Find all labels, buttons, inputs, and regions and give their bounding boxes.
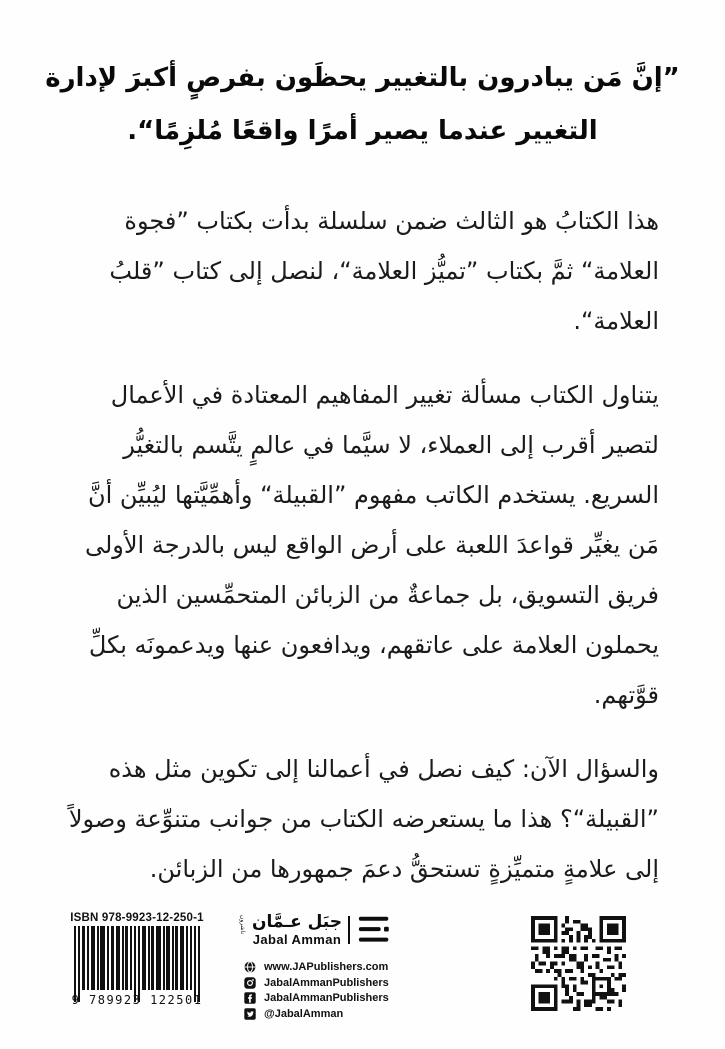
headline-quote (30, 52, 695, 158)
facebook-icon (244, 992, 256, 1004)
publisher-logo (239, 914, 394, 946)
social-links (244, 960, 389, 1022)
twitter-icon (244, 1008, 256, 1020)
publisher-name-english: Jabal Amman (252, 932, 342, 947)
barcode-digits: 9 789923 122501 (71, 993, 203, 1007)
globe-icon (244, 961, 256, 973)
synopsis-paragraph-2: يتناول الكتاب مسألة تغيير المفاهيم المعتادة في الأعمال لتصير أقرب إلى العملاء، لا سيَّما في عالمٍ يتَّسم بالتغيُّر السريع. يستخدم الكاتب مفهوم ”القبيلة“ وأهمِّيَّتها ليُبيِّن أنَّ مَن يغيِّر قواعدَ اللعبة على أرض الواقع ليس بالدرجة الأولى فريق التسويق، بل جماعةٌ من الزبائن المتحمِّسين الذين يحملون العلامة على عاتقهم، ويدافعون عنها ويدعمونَه بكلِّ قوَّتهم. (84, 381, 659, 709)
quote-line-1: ”إنَّ مَن يبادرون بالتغيير يحظَون بفرصٍ أكبرَ لإدارة (45, 63, 680, 93)
logo-divider (348, 916, 350, 944)
instagram-icon (244, 977, 256, 989)
qr-code (531, 916, 626, 1011)
social-row-instagram (244, 976, 389, 990)
synopsis-paragraph-3: والسؤال الآن: كيف نصل في أعمالنا إلى تكوين مثل هذه ”القبيلة“؟ هذا ما يستعرضه الكتاب من جوانب متنوِّعة وصولاً إلى علامةٍ متميِّزةٍ تستحقُّ دعمَ جمهورها من الزبائن. (68, 755, 659, 883)
synopsis-paragraph-1: هذا الكتابُ هو الثالث ضمن سلسلة بدأت بكتاب ”فجوة العلامة“ ثمَّ بكتاب ”تميُّز العلامة“، لنصل إلى كتاب ”قلبُ العلامة“. (109, 207, 659, 335)
publisher-seal-text: ناشرون (239, 915, 246, 935)
website-url: www.JAPublishers.com (264, 961, 389, 973)
instagram-handle: JabalAmmanPublishers (264, 976, 389, 989)
social-row-twitter (244, 1007, 389, 1021)
twitter-handle: @JabalAmman (264, 1007, 344, 1020)
synopsis-text (62, 196, 659, 918)
isbn-barcode (66, 912, 208, 1007)
facebook-handle: JabalAmmanPublishers (264, 992, 389, 1004)
publisher-names (252, 914, 342, 946)
publisher-logo-icon (356, 914, 394, 946)
social-row-facebook (244, 991, 389, 1005)
isbn-label: ISBN 978-9923-12-250-1 (70, 912, 204, 924)
social-row-website (244, 960, 389, 974)
quote-line-2: التغيير عندما يصير أمرًا واقعًا مُلزِمًا“. (127, 116, 598, 146)
publisher-name-arabic: جبَل عـمَّان (252, 912, 342, 932)
footer (0, 908, 725, 1043)
